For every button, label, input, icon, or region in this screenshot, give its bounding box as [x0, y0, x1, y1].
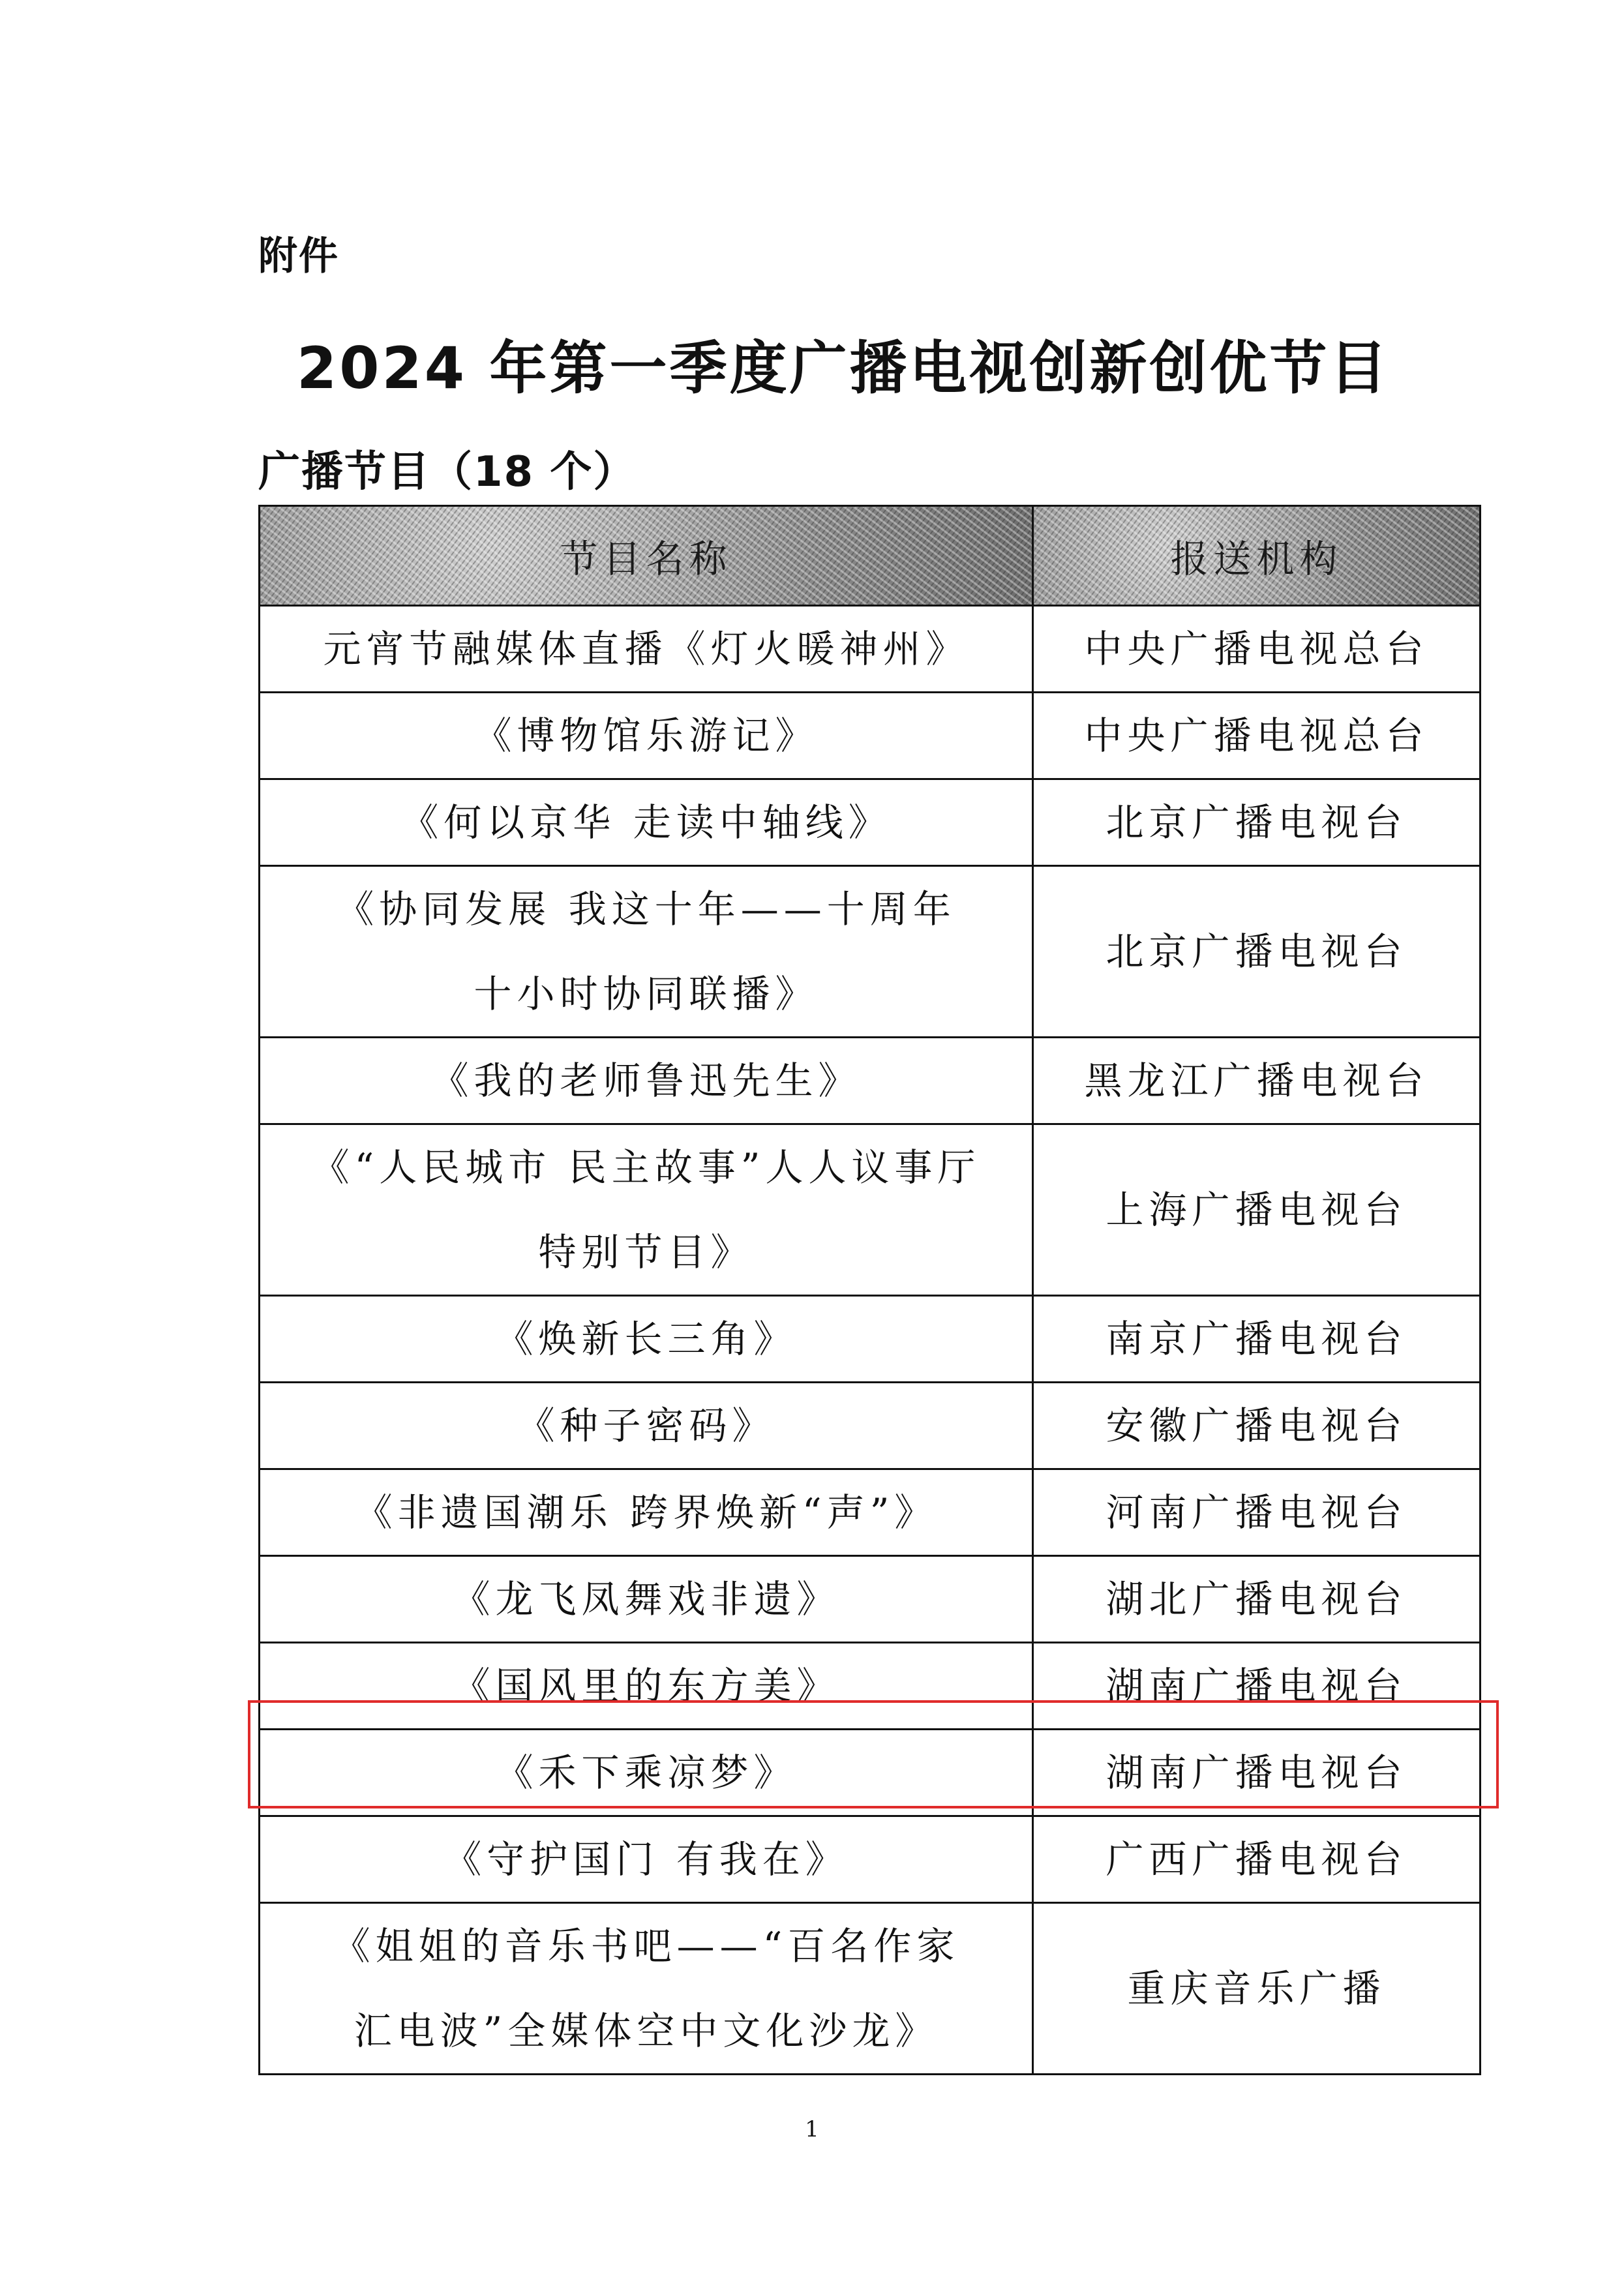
table-row	[260, 866, 1481, 1038]
program-table	[258, 505, 1481, 2075]
table-row	[260, 1296, 1481, 1383]
organization-cell: 湖南广播电视台	[1033, 1643, 1481, 1730]
header-program-name: 节目名称	[260, 506, 1033, 606]
organization-cell: 南京广播电视台	[1033, 1296, 1481, 1383]
program-name-cell: 《协同发展 我这十年——十周年 十小时协同联播》	[260, 866, 1033, 1038]
program-name-cell: 《我的老师鲁迅先生》	[260, 1038, 1033, 1124]
table-row	[260, 1816, 1481, 1903]
table-row	[260, 606, 1481, 693]
organization-cell: 上海广播电视台	[1033, 1124, 1481, 1296]
document-title: 2024 年第一季度广播电视创新创优节目	[297, 335, 1390, 402]
organization-cell: 北京广播电视台	[1033, 866, 1481, 1038]
program-name-cell: 元宵节融媒体直播《灯火暖神州》	[260, 606, 1033, 693]
organization-cell: 中央广播电视总台	[1033, 606, 1481, 693]
program-name-cell: 《何以京华 走读中轴线》	[260, 779, 1033, 866]
organization-cell: 河南广播电视台	[1033, 1469, 1481, 1556]
table-row	[260, 693, 1481, 779]
organization-cell: 黑龙江广播电视台	[1033, 1038, 1481, 1124]
program-name-cell: 《焕新长三角》	[260, 1296, 1033, 1383]
table-row	[260, 1903, 1481, 2075]
program-name-cell: 《姐姐的音乐书吧——“百名作家 汇电波”全媒体空中文化沙龙》	[260, 1903, 1033, 2075]
program-name-cell: 《博物馆乐游记》	[260, 693, 1033, 779]
program-name-cell: 《龙飞凤舞戏非遗》	[260, 1556, 1033, 1643]
organization-cell: 重庆音乐广播	[1033, 1903, 1481, 2075]
table-row	[260, 1556, 1481, 1643]
header-organization: 报送机构	[1033, 506, 1481, 606]
program-name-cell: 《守护国门 有我在》	[260, 1816, 1033, 1903]
highlighted-table-row	[260, 1730, 1481, 1816]
organization-cell: 湖南广播电视台	[1033, 1730, 1481, 1816]
program-name-cell: 《非遗国潮乐 跨界焕新“声”》	[260, 1469, 1033, 1556]
organization-cell: 广西广播电视台	[1033, 1816, 1481, 1903]
program-name-cell: 《“人民城市 民主故事”人人议事厅 特别节目》	[260, 1124, 1033, 1296]
program-name-cell: 《种子密码》	[260, 1383, 1033, 1469]
organization-cell: 安徽广播电视台	[1033, 1383, 1481, 1469]
program-name-cell: 《禾下乘凉梦》	[260, 1730, 1033, 1816]
organization-cell: 湖北广播电视台	[1033, 1556, 1481, 1643]
table-row	[260, 779, 1481, 866]
program-name-cell: 《国风里的东方美》	[260, 1643, 1033, 1730]
table-row	[260, 1383, 1481, 1469]
table-row	[260, 1124, 1481, 1296]
table-header-row	[260, 506, 1481, 606]
organization-cell: 北京广播电视台	[1033, 779, 1481, 866]
section-title: 广播节目（18 个）	[258, 448, 637, 496]
page-number: 1	[805, 2116, 819, 2142]
organization-cell: 中央广播电视总台	[1033, 693, 1481, 779]
table-row	[260, 1038, 1481, 1124]
table-row	[260, 1643, 1481, 1730]
table-row	[260, 1469, 1481, 1556]
attachment-label: 附件	[258, 233, 339, 279]
